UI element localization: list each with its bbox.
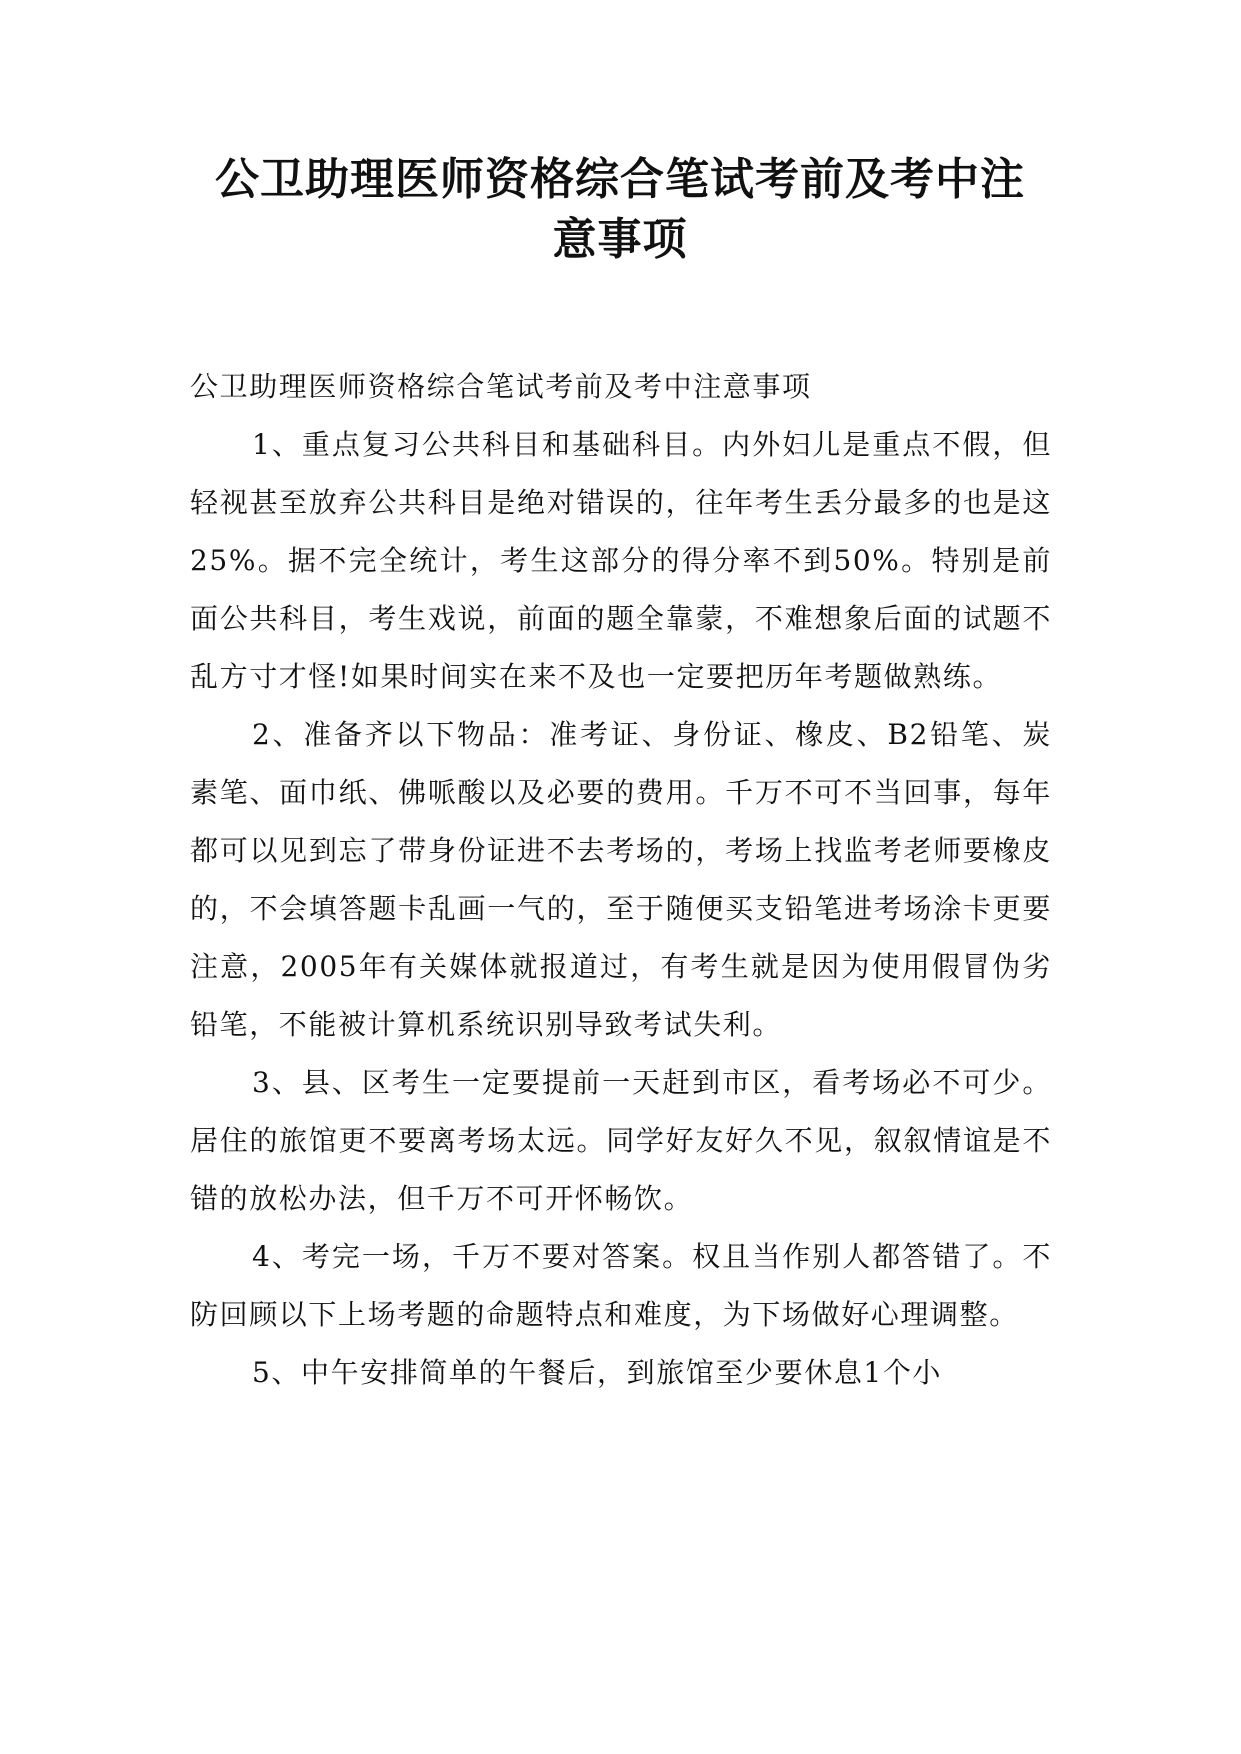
paragraph-5: 5、中午安排简单的午餐后，到旅馆至少要休息1个小 [252, 1356, 943, 1389]
paragraph-1: 1、重点复习公共科目和基础科目。内外妇儿是重点不假，但轻视甚至放弃公共科目是绝对错误的，往年考生丢分最多的也是这25%。据不完全统计，考生这部分的得分率不到50%。特别是前面公共科目，考生戏说，前面的题全靠蒙，不难想象后面的试题不乱方寸才怪!如果时间实在来不及也一定要把历年考题做熟练。 [190, 428, 1052, 693]
paragraph-2: 2、准备齐以下物品：准考证、身份证、橡皮、B2铅笔、炭素笔、面巾纸、佛哌酸以及必要的费用。千万不可不当回事，每年都可以见到忘了带身份证进不去考场的，考场上找监考老师要橡皮的，不会填答题卡乱画一气的，至于随便买支铅笔进考场涂卡更要注意，2005年有关媒体就报道过，有考生就是因为使用假冒伪劣铅笔，不能被计算机系统识别导致考试失利。 [190, 718, 1052, 1041]
title-line-2: 意事项 [552, 214, 688, 265]
document-title [170, 150, 1070, 270]
document-subtitle: 公卫助理医师资格综合笔试考前及考中注意事项 [190, 370, 812, 403]
document-body [190, 358, 1052, 1402]
paragraph-3: 3、县、区考生一定要提前一天赶到市区，看考场必不可少。居住的旅馆更不要离考场太远。同学好友好久不见，叙叙情谊是不错的放松办法，但千万不可开怀畅饮。 [190, 1066, 1052, 1215]
title-line-1: 公卫助理医师资格综合笔试考前及考中注 [215, 154, 1025, 205]
paragraph-4: 4、考完一场，千万不要对答案。权且当作别人都答错了。不防回顾以下上场考题的命题特点和难度，为下场做好心理调整。 [190, 1240, 1052, 1331]
